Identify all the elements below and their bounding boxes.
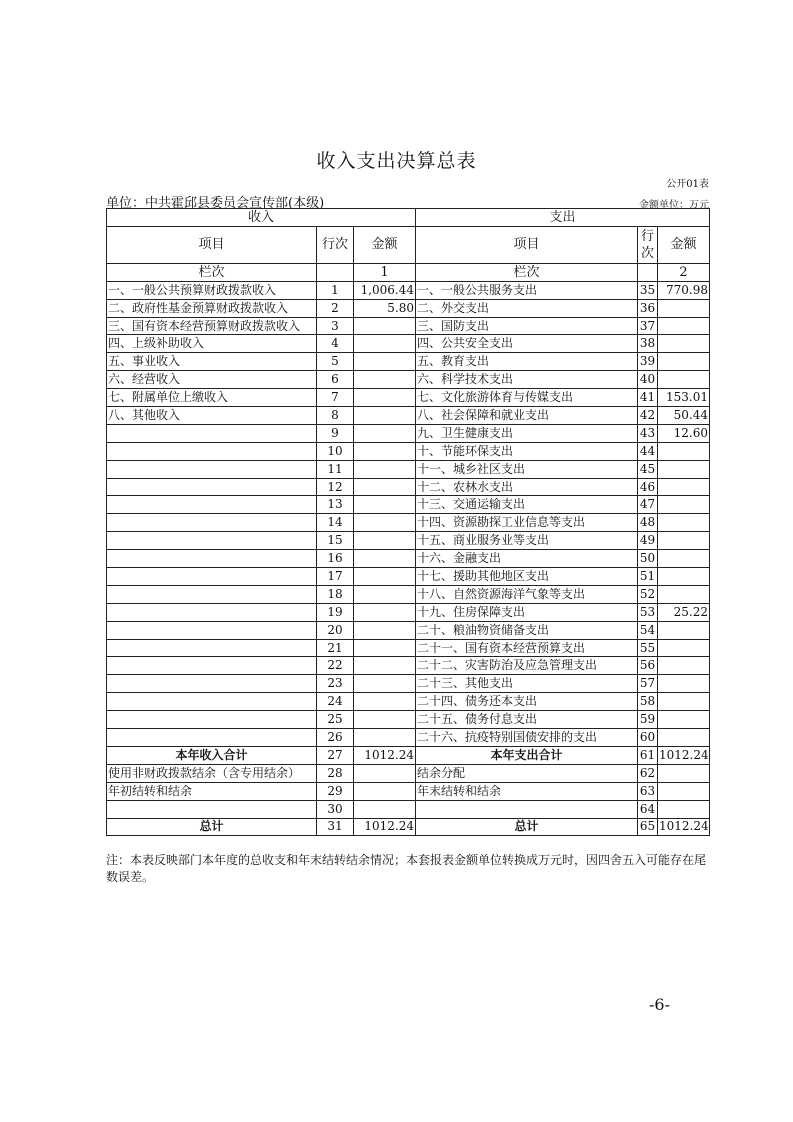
table-row <box>107 603 710 621</box>
income-line: 26 <box>317 729 354 747</box>
income-line: 4 <box>317 335 354 353</box>
expense-line-header: 行次 <box>638 226 658 263</box>
table-row <box>107 746 710 764</box>
income-item <box>107 657 317 675</box>
income-line: 12 <box>317 478 354 496</box>
expense-amount <box>658 532 710 550</box>
expense-item: 二十六、抗疫特别国债安排的支出 <box>416 729 638 747</box>
table-row <box>107 729 710 747</box>
expense-item: 一、一般公共服务支出 <box>416 281 638 299</box>
expense-line: 54 <box>638 621 658 639</box>
expense-line: 35 <box>638 281 658 299</box>
expense-line: 44 <box>638 442 658 460</box>
expense-item: 十七、援助其他地区支出 <box>416 568 638 586</box>
income-amount <box>354 442 416 460</box>
expense-amount <box>658 496 710 514</box>
income-amount <box>354 568 416 586</box>
table-row <box>107 371 710 389</box>
income-item <box>107 711 317 729</box>
income-amount <box>354 550 416 568</box>
expense-item: 八、社会保障和就业支出 <box>416 407 638 425</box>
expense-line: 63 <box>638 782 658 800</box>
income-column-label: 栏次 <box>107 263 317 281</box>
income-line: 24 <box>317 693 354 711</box>
amount-unit: 金额单位：万元 <box>639 200 709 211</box>
expense-amount <box>658 442 710 460</box>
page-title: 收入支出决算总表 <box>316 150 477 172</box>
income-amount <box>354 532 416 550</box>
expense-line: 41 <box>638 389 658 407</box>
expense-amount <box>658 299 710 317</box>
income-column-no: 1 <box>354 263 416 281</box>
income-amount <box>354 639 416 657</box>
expense-item: 十五、商业服务业等支出 <box>416 532 638 550</box>
table-row <box>107 389 710 407</box>
expense-item: 二十、粮油物资储备支出 <box>416 621 638 639</box>
income-line: 8 <box>317 407 354 425</box>
income-amount <box>354 603 416 621</box>
table-row <box>107 407 710 425</box>
income-line: 27 <box>317 746 354 764</box>
table-row <box>107 424 710 442</box>
expense-item: 四、公共安全支出 <box>416 335 638 353</box>
income-amount <box>354 729 416 747</box>
income-amount <box>354 389 416 407</box>
table-row <box>107 693 710 711</box>
income-item <box>107 585 317 603</box>
income-line: 31 <box>317 818 354 836</box>
income-line: 28 <box>317 764 354 782</box>
income-item <box>107 442 317 460</box>
table-row <box>107 550 710 568</box>
expense-line: 48 <box>638 514 658 532</box>
table-row <box>107 532 710 550</box>
table-row <box>107 353 710 371</box>
table-row <box>107 496 710 514</box>
income-line: 25 <box>317 711 354 729</box>
expense-header: 支出 <box>416 209 710 227</box>
expense-amount <box>658 478 710 496</box>
expense-amount <box>658 693 710 711</box>
income-amount: 1,006.44 <box>354 281 416 299</box>
expense-item: 本年支出合计 <box>416 746 638 764</box>
expense-line: 59 <box>638 711 658 729</box>
income-line: 11 <box>317 460 354 478</box>
expense-amount <box>658 711 710 729</box>
income-line: 17 <box>317 568 354 586</box>
expense-item: 结余分配 <box>416 764 638 782</box>
expense-item: 十、节能环保支出 <box>416 442 638 460</box>
expense-amount: 153.01 <box>658 389 710 407</box>
expense-item: 十八、自然资源海洋气象等支出 <box>416 585 638 603</box>
expense-item: 十四、资源勘探工业信息等支出 <box>416 514 638 532</box>
income-item: 四、上级补助收入 <box>107 335 317 353</box>
income-amount <box>354 353 416 371</box>
expense-amount <box>658 675 710 693</box>
expense-item: 七、文化旅游体育与传媒支出 <box>416 389 638 407</box>
expense-item: 二十五、债务付息支出 <box>416 711 638 729</box>
income-line: 19 <box>317 603 354 621</box>
income-amount <box>354 407 416 425</box>
expense-line: 53 <box>638 603 658 621</box>
table-row <box>107 800 710 818</box>
expense-line: 58 <box>638 693 658 711</box>
income-amount <box>354 585 416 603</box>
table-row <box>107 442 710 460</box>
expense-item: 二、外交支出 <box>416 299 638 317</box>
expense-item <box>416 800 638 818</box>
expense-item: 年末结转和结余 <box>416 782 638 800</box>
table-row <box>107 764 710 782</box>
form-code: 公开01表 <box>666 179 709 190</box>
expense-amount <box>658 764 710 782</box>
income-item: 二、政府性基金预算财政拨款收入 <box>107 299 317 317</box>
expense-item: 二十一、国有资本经营预算支出 <box>416 639 638 657</box>
income-item <box>107 693 317 711</box>
expense-line: 43 <box>638 424 658 442</box>
expense-item: 五、教育支出 <box>416 353 638 371</box>
table-row <box>107 711 710 729</box>
income-line: 15 <box>317 532 354 550</box>
table-row <box>107 818 710 836</box>
income-item: 本年收入合计 <box>107 746 317 764</box>
table-row <box>107 639 710 657</box>
income-line: 2 <box>317 299 354 317</box>
income-line: 10 <box>317 442 354 460</box>
table-row <box>107 782 710 800</box>
expense-amount <box>658 514 710 532</box>
table-row <box>107 281 710 299</box>
income-item <box>107 603 317 621</box>
income-line: 3 <box>317 317 354 335</box>
income-amount <box>354 800 416 818</box>
expense-item: 九、卫生健康支出 <box>416 424 638 442</box>
income-line: 29 <box>317 782 354 800</box>
expense-amount: 25.22 <box>658 603 710 621</box>
expense-item: 三、国防支出 <box>416 317 638 335</box>
table-row <box>107 335 710 353</box>
table-row <box>107 460 710 478</box>
expense-amount <box>658 657 710 675</box>
expense-line: 52 <box>638 585 658 603</box>
income-item <box>107 496 317 514</box>
expense-amount <box>658 585 710 603</box>
income-line: 9 <box>317 424 354 442</box>
income-item <box>107 424 317 442</box>
footnote: 注：本表反映部门本年度的总收支和年末结转结余情况；本套报表金额单位转换成万元时，因四舍五入可能存在尾数误差。 <box>106 853 707 884</box>
expense-item: 二十二、灾害防治及应急管理支出 <box>416 657 638 675</box>
income-header: 收入 <box>107 209 416 227</box>
expense-amount <box>658 782 710 800</box>
income-item <box>107 621 317 639</box>
expense-amount <box>658 460 710 478</box>
income-item <box>107 639 317 657</box>
income-item <box>107 675 317 693</box>
expense-amount <box>658 371 710 389</box>
income-item <box>107 532 317 550</box>
income-amount <box>354 782 416 800</box>
income-line: 23 <box>317 675 354 693</box>
income-line: 7 <box>317 389 354 407</box>
expense-line: 61 <box>638 746 658 764</box>
income-amount <box>354 657 416 675</box>
income-item: 五、事业收入 <box>107 353 317 371</box>
income-line: 6 <box>317 371 354 389</box>
unit-label: 单位：中共霍邱县委员会宣传部(本级) <box>106 196 325 211</box>
expense-amount: 770.98 <box>658 281 710 299</box>
income-line: 1 <box>317 281 354 299</box>
expense-item: 十六、金融支出 <box>416 550 638 568</box>
expense-line: 47 <box>638 496 658 514</box>
expense-amount <box>658 550 710 568</box>
income-amount <box>354 711 416 729</box>
expense-amount <box>658 568 710 586</box>
income-line: 20 <box>317 621 354 639</box>
expense-item-header: 项目 <box>416 226 638 263</box>
expense-line: 57 <box>638 675 658 693</box>
expense-item: 总计 <box>416 818 638 836</box>
income-amount <box>354 514 416 532</box>
table-row <box>107 675 710 693</box>
expense-amount <box>658 317 710 335</box>
income-item: 年初结转和结余 <box>107 782 317 800</box>
expense-amount-header: 金额 <box>658 226 710 263</box>
expense-amount <box>658 353 710 371</box>
income-amount: 1012.24 <box>354 818 416 836</box>
income-item: 一、一般公共预算财政拨款收入 <box>107 281 317 299</box>
expense-line: 51 <box>638 568 658 586</box>
expense-amount: 1012.24 <box>658 746 710 764</box>
expense-item: 六、科学技术支出 <box>416 371 638 389</box>
income-line: 30 <box>317 800 354 818</box>
expense-line: 42 <box>638 407 658 425</box>
expense-line: 60 <box>638 729 658 747</box>
table-row <box>107 621 710 639</box>
income-amount: 1012.24 <box>354 746 416 764</box>
expense-amount <box>658 800 710 818</box>
expense-line: 55 <box>638 639 658 657</box>
income-amount <box>354 621 416 639</box>
income-amount <box>354 675 416 693</box>
income-line: 16 <box>317 550 354 568</box>
income-line: 5 <box>317 353 354 371</box>
page-number: -6- <box>649 995 670 1014</box>
income-amount <box>354 693 416 711</box>
income-item <box>107 460 317 478</box>
budget-table <box>106 208 710 836</box>
income-item <box>107 478 317 496</box>
income-amount <box>354 496 416 514</box>
income-item <box>107 550 317 568</box>
table-row <box>107 299 710 317</box>
expense-item: 十二、农林水支出 <box>416 478 638 496</box>
expense-line: 56 <box>638 657 658 675</box>
income-item <box>107 729 317 747</box>
expense-line: 40 <box>638 371 658 389</box>
income-amount <box>354 764 416 782</box>
income-amount <box>354 317 416 335</box>
expense-item: 二十三、其他支出 <box>416 675 638 693</box>
expense-amount <box>658 639 710 657</box>
income-line: 22 <box>317 657 354 675</box>
expense-amount <box>658 335 710 353</box>
expense-line: 45 <box>638 460 658 478</box>
expense-line: 39 <box>638 353 658 371</box>
income-line: 18 <box>317 585 354 603</box>
table-row <box>107 478 710 496</box>
expense-line: 36 <box>638 299 658 317</box>
income-amount <box>354 478 416 496</box>
income-line: 21 <box>317 639 354 657</box>
expense-amount: 50.44 <box>658 407 710 425</box>
table-row <box>107 317 710 335</box>
table-row <box>107 568 710 586</box>
income-item <box>107 568 317 586</box>
income-item: 总计 <box>107 818 317 836</box>
expense-amount <box>658 621 710 639</box>
expense-column-no: 2 <box>658 263 710 281</box>
income-line-header: 行次 <box>317 226 354 263</box>
expense-item: 二十四、债务还本支出 <box>416 693 638 711</box>
income-amount <box>354 335 416 353</box>
expense-line: 65 <box>638 818 658 836</box>
table-row <box>107 514 710 532</box>
expense-line: 49 <box>638 532 658 550</box>
table-row <box>107 585 710 603</box>
income-amount-header: 金额 <box>354 226 416 263</box>
income-line: 13 <box>317 496 354 514</box>
expense-line: 38 <box>638 335 658 353</box>
expense-amount: 12.60 <box>658 424 710 442</box>
income-item: 使用非财政拨款结余（含专用结余） <box>107 764 317 782</box>
expense-amount <box>658 729 710 747</box>
income-amount <box>354 424 416 442</box>
income-item <box>107 800 317 818</box>
expense-line: 62 <box>638 764 658 782</box>
expense-item: 十一、城乡社区支出 <box>416 460 638 478</box>
income-amount: 5.80 <box>354 299 416 317</box>
income-amount <box>354 460 416 478</box>
expense-line: 46 <box>638 478 658 496</box>
expense-item: 十九、住房保障支出 <box>416 603 638 621</box>
expense-line: 37 <box>638 317 658 335</box>
income-item: 八、其他收入 <box>107 407 317 425</box>
expense-line: 64 <box>638 800 658 818</box>
expense-column-label: 栏次 <box>416 263 638 281</box>
income-item: 七、附属单位上缴收入 <box>107 389 317 407</box>
income-amount <box>354 371 416 389</box>
income-item-header: 项目 <box>107 226 317 263</box>
table-row <box>107 657 710 675</box>
expense-item: 十三、交通运输支出 <box>416 496 638 514</box>
income-item: 三、国有资本经营预算财政拨款收入 <box>107 317 317 335</box>
income-item: 六、经营收入 <box>107 371 317 389</box>
expense-amount: 1012.24 <box>658 818 710 836</box>
income-line: 14 <box>317 514 354 532</box>
expense-line: 50 <box>638 550 658 568</box>
income-item <box>107 514 317 532</box>
